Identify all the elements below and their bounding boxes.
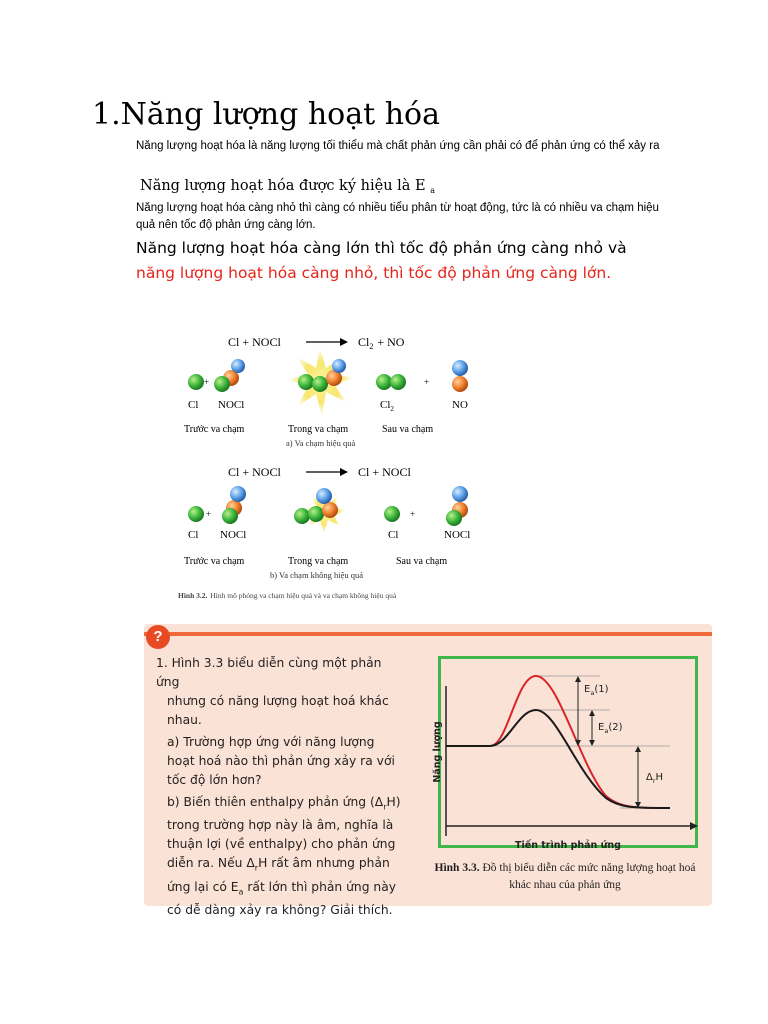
- summary-paragraph: [136, 236, 627, 286]
- eq-b-left: Cl + NOCl: [228, 465, 281, 479]
- section-heading: 1.Năng lượng hoạt hóa: [92, 97, 440, 132]
- stage-during: Trong va chạm: [288, 556, 349, 567]
- symbol-text: Năng lượng hoạt hóa được ký hiệu là E: [140, 178, 426, 194]
- label-cl2: $Cl_2$: [380, 399, 394, 413]
- y-axis-label: Năng lượng: [432, 721, 443, 783]
- atom-n: [322, 502, 338, 518]
- graph-caption: [430, 860, 700, 894]
- atom-cl: [390, 374, 406, 390]
- question-b: b) Biến thiên enthalpy phản ứng $(\Delta_rH)$ trong trường hợp này là âm, nghĩa là thuận lợi (về enthalpy) cho phản ứng diễn ra. Nếu $\Delta_rH$ rất âm nhưng phản ứng lại có $E_a$ rất lớn thì phản ứng này có dễ dàng xảy ra không? Giải thích.: [167, 795, 401, 918]
- curve-high-ea: [446, 676, 670, 808]
- symbol-paragraph: [140, 176, 435, 201]
- plus-sign: +: [206, 509, 212, 519]
- atom-cl: [222, 508, 238, 524]
- plus-sign: +: [424, 377, 430, 387]
- label-cl: Cl: [188, 399, 199, 411]
- ea1-label: $E_a(1)$: [584, 684, 609, 697]
- atom-cl: [298, 374, 314, 390]
- eq-b-right: Cl + NOCl: [358, 465, 411, 479]
- atom-o: [452, 360, 468, 376]
- curve-low-ea: [446, 710, 670, 808]
- ea1-arrowhead-top: [575, 676, 581, 682]
- stage-before: Trước va chạm: [184, 424, 245, 435]
- panel-top-rule: [144, 632, 712, 636]
- q1-line1: 1. Hình 3.3 biểu diễn cùng một phản ứng: [156, 656, 382, 689]
- summary-line-red: năng lượng hoạt hóa càng nhỏ, thì tốc độ phản ứng càng lớn.: [136, 264, 612, 282]
- plus-sign: +: [204, 377, 210, 387]
- ea2-label: $E_a(2)$: [598, 722, 623, 735]
- caption-b: b) Va chạm không hiệu quả: [270, 570, 364, 580]
- graph-caption-label: Hình 3.3.: [434, 862, 480, 874]
- drh-arrowhead-top: [635, 746, 641, 752]
- ea1-arrowhead-bottom: [575, 740, 581, 746]
- eq-a-left: Cl + NOCl: [228, 335, 281, 349]
- eq-a-right: $Cl_2$ + NO: [358, 335, 405, 351]
- question-icon: ?: [146, 625, 170, 649]
- atom-cl: [214, 376, 230, 392]
- label-nocl: NOCl: [218, 399, 245, 411]
- atom-o: [316, 488, 332, 504]
- ea2-arrowhead-bottom: [589, 740, 595, 746]
- eq-b-arrowhead: [340, 468, 348, 476]
- atom-o: [332, 359, 346, 373]
- atom-cl: [384, 506, 400, 522]
- symbol-subscript: a: [430, 186, 436, 195]
- plus-sign: +: [410, 509, 416, 519]
- label-cl: Cl: [188, 529, 199, 541]
- atom-n: [452, 376, 468, 392]
- stage-after: Sau va chạm: [396, 556, 448, 567]
- collision-figure: [176, 326, 494, 608]
- atom-o: [230, 486, 246, 502]
- definition-paragraph: Năng lượng hoạt hóa là năng lượng tối thiểu mà chất phản ứng cần phải có để phản ứng có thể xảy ra: [136, 140, 660, 152]
- stage-before: Trước va chạm: [184, 556, 245, 567]
- eq-a-arrowhead: [340, 338, 348, 346]
- atom-o: [452, 486, 468, 502]
- energy-graph: [420, 656, 710, 860]
- effect-paragraph: Năng lượng hoạt hóa càng nhỏ thì càng có nhiều tiểu phân từ hoạt động, tức là có nhiều va chạm hiệu quả nên tốc độ phản ứng càng lớn.: [136, 202, 659, 231]
- caption-a: a) Va chạm hiệu quả: [286, 438, 356, 448]
- q1-line2: nhưng có năng lượng hoạt hoá khác nhau.: [167, 694, 389, 727]
- summary-line-black: Năng lượng hoạt hóa càng lớn thì tốc độ phản ứng càng nhỏ và: [136, 239, 627, 257]
- x-axis-label: Tiến trình phản ứng: [515, 840, 621, 851]
- figure-caption: Hình 3.2. Hình mô phỏng va chạm hiệu quả và va chạm không hiệu quả: [178, 591, 397, 600]
- ea2-arrowhead-top: [589, 710, 595, 716]
- atom-cl: [312, 376, 328, 392]
- atom-o: [231, 359, 245, 373]
- graph-caption-text: Đồ thị biểu diễn các mức năng lượng hoạt hoá khác nhau của phản ứng: [482, 862, 696, 891]
- label-nocl: NOCl: [444, 529, 471, 541]
- atom-cl: [308, 506, 324, 522]
- label-nocl: NOCl: [220, 529, 247, 541]
- atom-cl: [446, 510, 462, 526]
- label-cl: Cl: [388, 529, 399, 541]
- atom-cl: [188, 506, 204, 522]
- atom-cl: [188, 374, 204, 390]
- question-a: a) Trường hợp ứng với năng lượng hoạt hoá nào thì phản ứng xảy ra với tốc độ lớn hơn?: [167, 735, 395, 787]
- x-axis-arrowhead: [690, 822, 698, 830]
- atom-cl: [376, 374, 392, 390]
- atom-cl: [294, 508, 310, 524]
- stage-during: Trong va chạm: [288, 424, 349, 435]
- label-no: NO: [452, 399, 468, 411]
- drh-label: $\Delta_rH$: [646, 772, 664, 785]
- question-text: [156, 654, 404, 920]
- stage-after: Sau va chạm: [382, 424, 434, 435]
